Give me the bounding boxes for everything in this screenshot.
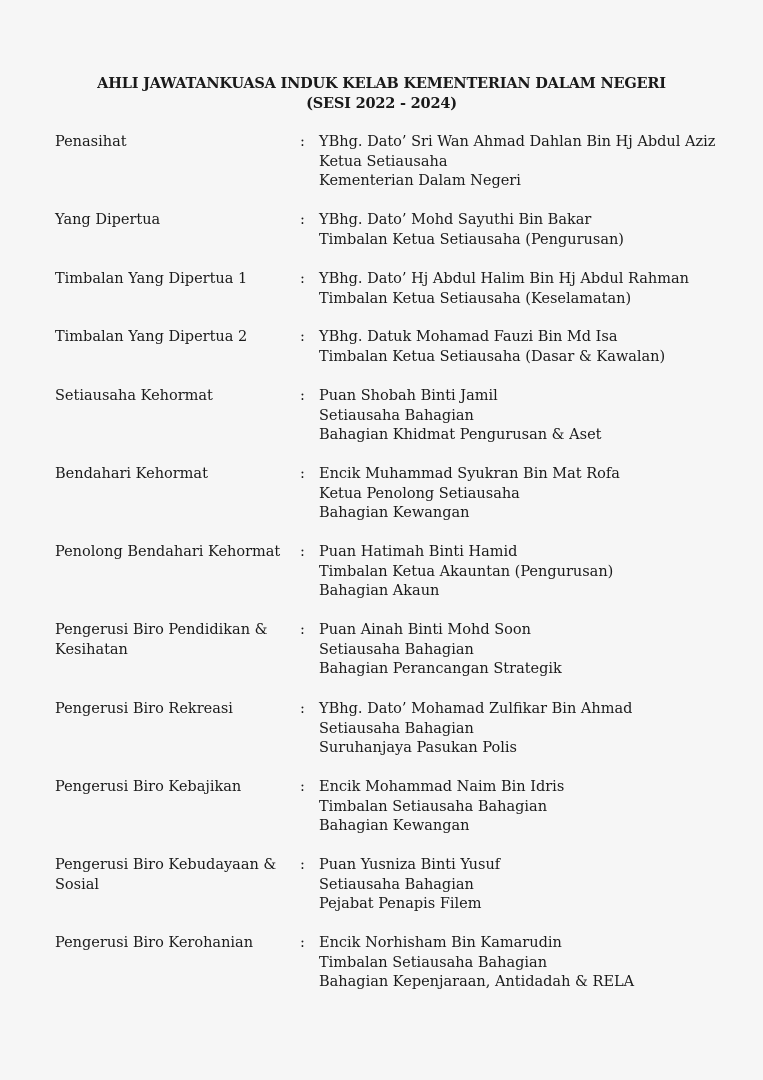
member-designation: Ketua Setiausaha bbox=[319, 153, 448, 170]
member-designation: Bahagian Kewangan bbox=[319, 818, 470, 835]
colon-separator: : bbox=[300, 544, 305, 560]
member-details bbox=[319, 328, 759, 367]
member-details bbox=[319, 856, 759, 915]
member-designation: Suruhanjaya Pasukan Polis bbox=[319, 740, 517, 757]
member-name: Puan Ainah Binti Mohd Soon bbox=[319, 622, 531, 638]
position-title: Timbalan Yang Dipertua 2 bbox=[55, 329, 248, 345]
position-title: Pengerusi Biro Kerohanian bbox=[55, 935, 254, 951]
member-name: YBhg. Dato’ Mohd Sayuthi Bin Bakar bbox=[319, 212, 592, 228]
member-designation: Timbalan Ketua Akauntan (Pengurusan) bbox=[319, 563, 614, 580]
position-title: Pengerusi Biro Kebudayaan & Sosial bbox=[55, 857, 277, 893]
colon-separator: : bbox=[300, 466, 305, 482]
colon-separator: : bbox=[300, 779, 305, 795]
position-title: Setiausaha Kehormat bbox=[55, 388, 213, 404]
member-details bbox=[319, 211, 759, 250]
member-name: YBhg. Dato’ Hj Abdul Halim Bin Hj Abdul Rahman bbox=[319, 271, 689, 287]
position-title: Timbalan Yang Dipertua 1 bbox=[55, 271, 248, 287]
member-name: Encik Muhammad Syukran Bin Mat Rofa bbox=[319, 466, 620, 482]
position-title: Pengerusi Biro Kebajikan bbox=[55, 779, 242, 795]
member-name: YBhg. Datuk Mohamad Fauzi Bin Md Isa bbox=[319, 329, 618, 345]
member-designation: Timbalan Setiausaha Bahagian bbox=[319, 798, 548, 815]
member-designation: Bahagian Kepenjaraan, Antidadah & RELA bbox=[319, 974, 635, 991]
member-designation: Bahagian Kewangan bbox=[319, 505, 470, 522]
position-title: Pengerusi Biro Pendidikan & Kesihatan bbox=[55, 622, 268, 658]
member-details bbox=[319, 133, 759, 192]
member-details bbox=[319, 934, 759, 993]
member-designation: Bahagian Akaun bbox=[319, 583, 440, 600]
member-designation: Ketua Penolong Setiausaha bbox=[319, 485, 520, 502]
member-name: Puan Shobah Binti Jamil bbox=[319, 388, 498, 404]
position-title: Pengerusi Biro Rekreasi bbox=[55, 701, 233, 717]
member-designation: Timbalan Ketua Setiausaha (Pengurusan) bbox=[319, 231, 624, 248]
member-designation: Pejabat Penapis Filem bbox=[319, 896, 482, 913]
colon-separator: : bbox=[300, 271, 305, 287]
member-name: Puan Hatimah Binti Hamid bbox=[319, 544, 518, 560]
member-details bbox=[319, 270, 759, 309]
member-name: Encik Norhisham Bin Kamarudin bbox=[319, 935, 562, 951]
position-title: Bendahari Kehormat bbox=[55, 466, 208, 482]
member-name: YBhg. Dato’ Sri Wan Ahmad Dahlan Bin Hj Abdul Aziz bbox=[319, 134, 716, 150]
colon-separator: : bbox=[300, 935, 305, 951]
member-designation: Setiausaha Bahagian bbox=[319, 641, 474, 658]
member-designation: Bahagian Perancangan Strategik bbox=[319, 661, 562, 678]
member-name: YBhg. Dato’ Mohamad Zulfikar Bin Ahmad bbox=[319, 701, 633, 717]
member-details bbox=[319, 778, 759, 837]
colon-separator: : bbox=[300, 388, 305, 404]
member-designation: Setiausaha Bahagian bbox=[319, 720, 474, 737]
member-designation: Bahagian Khidmat Pengurusan & Aset bbox=[319, 427, 602, 444]
position-title: Yang Dipertua bbox=[55, 212, 161, 228]
member-name: Puan Yusniza Binti Yusuf bbox=[319, 857, 501, 873]
colon-separator: : bbox=[300, 622, 305, 638]
colon-separator: : bbox=[300, 329, 305, 345]
member-designation: Timbalan Setiausaha Bahagian bbox=[319, 954, 548, 971]
position-title: Penasihat bbox=[55, 134, 127, 150]
member-name: Encik Mohammad Naim Bin Idris bbox=[319, 779, 565, 795]
position-title: Penolong Bendahari Kehormat bbox=[55, 544, 281, 560]
member-designation: Timbalan Ketua Setiausaha (Keselamatan) bbox=[319, 290, 632, 307]
member-details bbox=[319, 700, 759, 759]
member-designation: Timbalan Ketua Setiausaha (Dasar & Kawalan) bbox=[319, 348, 666, 365]
colon-separator: : bbox=[300, 134, 305, 150]
member-designation: Setiausaha Bahagian bbox=[319, 876, 474, 893]
colon-separator: : bbox=[300, 701, 305, 717]
member-details bbox=[319, 621, 759, 680]
member-details bbox=[319, 387, 759, 446]
colon-separator: : bbox=[300, 212, 305, 228]
member-details bbox=[319, 543, 759, 602]
member-designation: Setiausaha Bahagian bbox=[319, 407, 474, 424]
document-session: (SESI 2022 - 2024) bbox=[306, 95, 457, 112]
colon-separator: : bbox=[300, 857, 305, 873]
member-designation: Kementerian Dalam Negeri bbox=[319, 173, 521, 190]
member-details bbox=[319, 465, 759, 524]
document-title: AHLI JAWATANKUASA INDUK KELAB KEMENTERIAN DALAM NEGERI bbox=[97, 75, 666, 92]
